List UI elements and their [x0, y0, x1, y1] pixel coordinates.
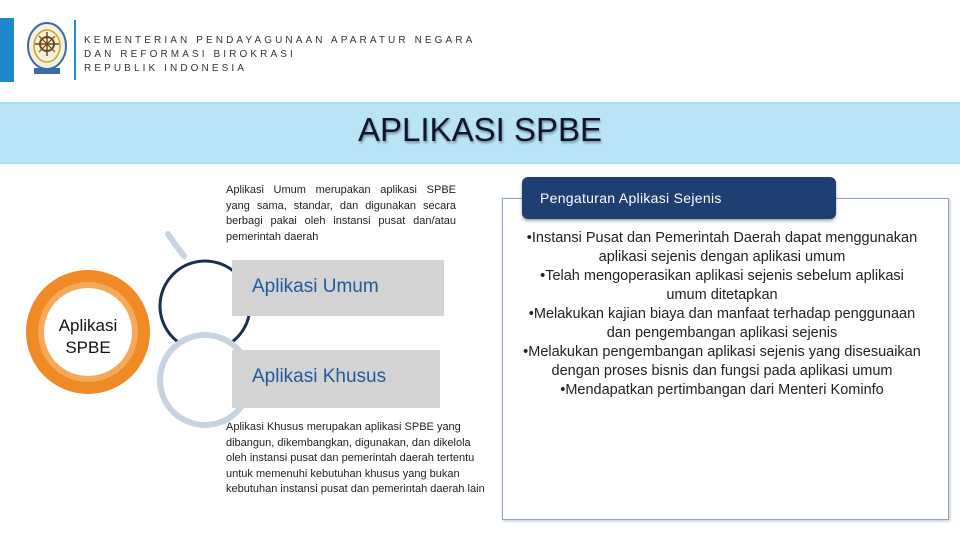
center-label — [24, 268, 152, 396]
panel-heading-pill — [522, 177, 836, 219]
list-item: • Melakukan kajian biaya dan manfaat terhadap penggunaan dan pengembangan aplikasi sejenis — [522, 305, 922, 343]
center-label-line2: SPBE — [65, 338, 111, 357]
list-item: • Melakukan pengembangan aplikasi sejenis yang disesuaikan dengan proses bisnis dan fungsi pada aplikasi umum — [522, 343, 922, 381]
umum-label-box — [232, 260, 444, 316]
list-item: • Mendapatkan pertimbangan dari Menteri Kominfo — [522, 381, 922, 400]
ministry-line-3: REPUBLIK INDONESIA — [84, 63, 248, 74]
panel-heading: Pengaturan Aplikasi Sejenis — [540, 190, 722, 206]
ministry-line-1: KEMENTERIAN PENDAYAGUNAAN APARATUR NEGARA — [84, 35, 476, 46]
list-item: • Telah mengoperasikan aplikasi sejenis sebelum aplikasi umum ditetapkan — [522, 267, 922, 305]
list-item: • Instansi Pusat dan Pemerintah Daerah dapat menggunakan aplikasi sejenis dengan aplikasi umum — [522, 229, 922, 267]
ministry-line-2: DAN REFORMASI BIROKRASI — [84, 49, 296, 60]
khusus-description: Aplikasi Khusus merupakan aplikasi SPBE yang dibangun, dikembangkan, digunakan, dan dikelola oleh instansi pusat dan pemerintah daerah tertentu untuk memenuhi kebutuhan khusus yang bukan kebutuhan instansi pusat dan pemerintah daerah lain — [226, 421, 485, 495]
umum-description: Aplikasi Umum merupakan aplikasi SPBE yang sama, standar, dan digunakan secara berbagi pakai oleh instansi pusat dan/atau pemerintah daerah — [226, 184, 456, 243]
khusus-label-box — [232, 350, 440, 408]
regulation-list — [522, 229, 922, 400]
khusus-label: Aplikasi Khusus — [252, 366, 387, 387]
page-title: APLIKASI SPBE — [358, 111, 602, 148]
umum-label: Aplikasi Umum — [252, 276, 379, 297]
center-label-line1: Aplikasi — [58, 316, 118, 335]
connector-top — [168, 234, 184, 256]
